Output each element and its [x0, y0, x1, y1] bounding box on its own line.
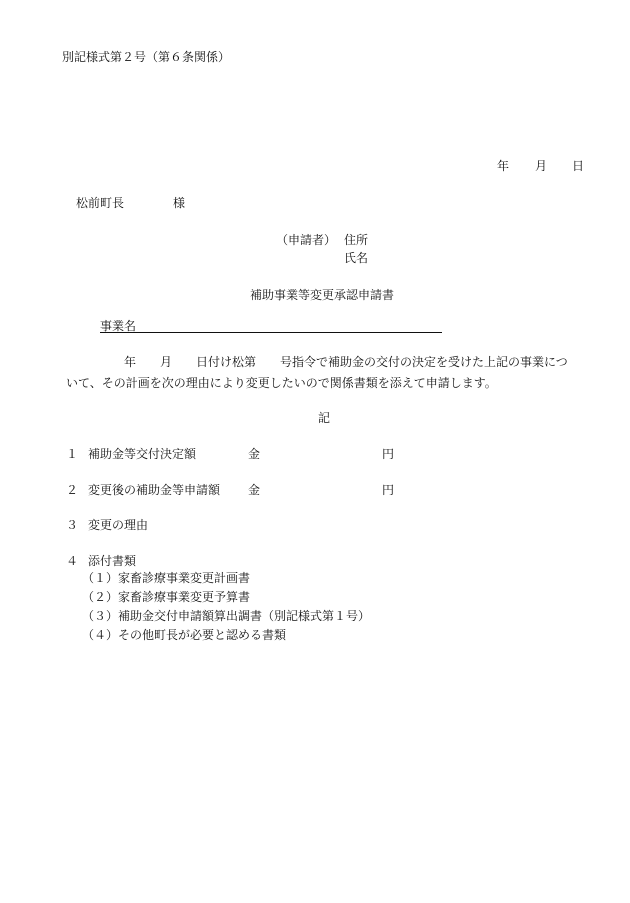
addressee-honorific: 様 [173, 196, 186, 210]
applicant-label: （申請者） [276, 233, 337, 247]
attachment-list [82, 569, 370, 645]
item-2-label: 変更後の補助金等申請額 [88, 483, 221, 497]
form-label: 別記様式第２号（第６条関係） [62, 50, 231, 64]
date-day: 日 [572, 159, 585, 173]
date-year: 年 [497, 159, 510, 173]
item-1-kin: 金 [248, 447, 261, 461]
project-name-label: 事業名 [100, 319, 137, 333]
addressee-name: 松前町長 [76, 196, 125, 210]
attachment-item: （２）家畜診療事業変更予算書 [82, 590, 251, 604]
date-month: 月 [535, 159, 548, 173]
item-1-label: 補助金等交付決定額 [88, 447, 197, 461]
body-line-1: 年 月 日付け松第 号指令で補助金の交付の決定を受けた上記の事業につ [124, 355, 568, 369]
item-4-label: 添付書類 [88, 554, 137, 568]
attachment-item: （４）その他町長が必要と認める書類 [82, 628, 287, 642]
attachment-item: （１）家畜診療事業変更計画書 [82, 571, 251, 585]
item-4-number: ４ [66, 554, 79, 568]
item-1-yen: 円 [382, 447, 395, 461]
item-2-number: ２ [66, 483, 79, 497]
item-1-number: １ [66, 447, 79, 461]
project-name-underline [100, 332, 442, 333]
body-line-2: いて、その計画を次の理由により変更したいので関係書類を添えて申請します。 [66, 376, 497, 390]
applicant-name: 氏名 [344, 251, 369, 265]
applicant-address: 住所 [344, 233, 369, 247]
ki-heading: 記 [318, 411, 331, 425]
item-3-label: 変更の理由 [88, 518, 149, 532]
attachment-item: （３）補助金交付申請額算出調書（別記様式第１号） [82, 609, 371, 623]
item-2-kin: 金 [248, 483, 261, 497]
item-2-yen: 円 [382, 483, 395, 497]
item-3-number: ３ [66, 518, 79, 532]
application-body [66, 352, 584, 394]
document-title: 補助事業等変更承認申請書 [250, 288, 395, 302]
